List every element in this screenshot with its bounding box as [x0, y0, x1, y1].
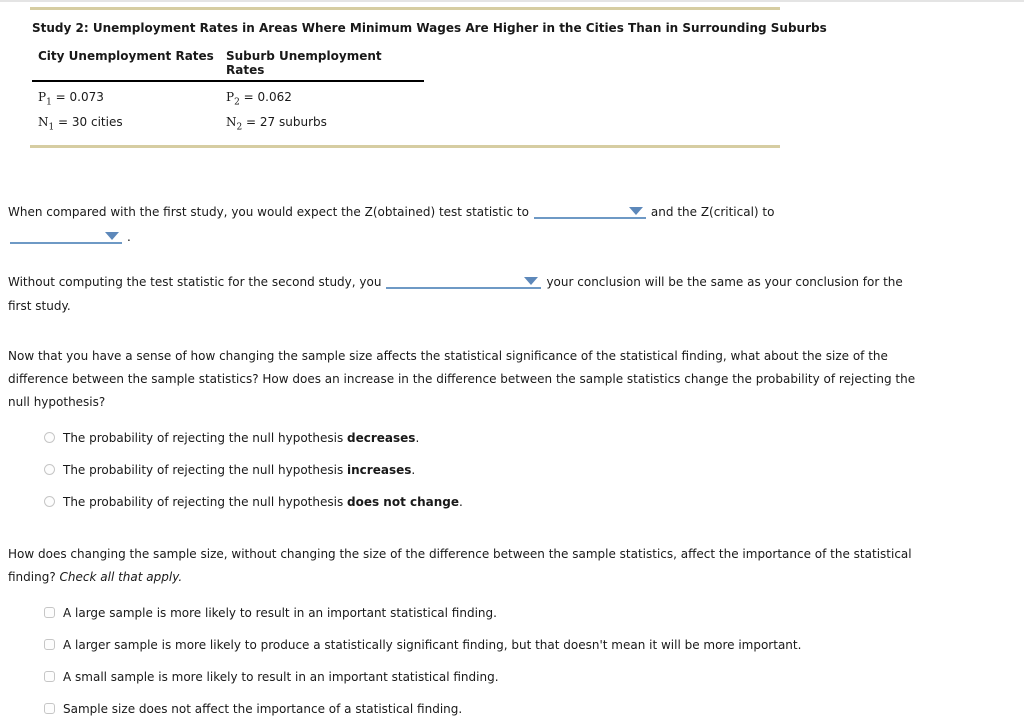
- option-text: A larger sample is more likely to produce a statistically significant finding, but that doesn't mean it will be more important.: [63, 637, 802, 652]
- question-1-line-2: [8, 229, 1016, 245]
- study-table-grid: [32, 43, 424, 133]
- variable-p1: $P_1$: [38, 90, 52, 108]
- question-4-prompt-line-1: How does changing the sample size, without changing the size of the difference between the sample statistics, affect the importance of the statistical: [8, 546, 912, 561]
- question-3-prompt-line-3: null hypothesis?: [8, 394, 106, 409]
- question-1-text-before: When compared with the first study, you would expect the Z(obtained) test statistic to: [8, 204, 529, 219]
- value-p1: = 0.073: [51, 90, 104, 104]
- question-3-prompt-line-2: difference between the sample statistics? How does an increase in the difference between the sample statistics change the probability of rejecting the: [8, 371, 916, 386]
- question-4-prompt: [8, 543, 1016, 589]
- checkbox-option-small-sample[interactable]: [44, 669, 1016, 685]
- question-1-period: .: [127, 229, 131, 244]
- top-divider: [0, 0, 1024, 2]
- value-n1: = 30 cities: [54, 115, 123, 130]
- radio-button-icon[interactable]: [44, 464, 55, 475]
- radio-option-increases[interactable]: [44, 462, 1016, 478]
- checkbox-option-large-sample[interactable]: [44, 605, 1016, 621]
- checkbox-icon[interactable]: [44, 607, 55, 618]
- question-1: [8, 204, 1016, 245]
- question-3-options: [8, 430, 1016, 510]
- conclusion-dropdown[interactable]: [386, 276, 541, 289]
- question-1-text-middle: and the Z(critical) to: [650, 204, 775, 219]
- question-2-text-before: Without computing the test statistic for the second study, you: [8, 274, 382, 289]
- table-header-row: [32, 43, 424, 82]
- z-obtained-dropdown[interactable]: [534, 206, 646, 219]
- question-2-line-1: [8, 274, 1016, 290]
- check-all-instruction: Check all that apply.: [59, 569, 183, 584]
- radio-option-decreases[interactable]: [44, 430, 1016, 446]
- cell-n1: [38, 115, 226, 132]
- option-text: Sample size does not affect the importance of a statistical finding.: [63, 701, 463, 716]
- question-2: [8, 274, 1016, 314]
- question-1-line-1: [8, 204, 1016, 220]
- option-text: A large sample is more likely to result in an important statistical finding.: [63, 605, 497, 620]
- value-p2: = 0.062: [239, 90, 292, 104]
- table-row: [32, 82, 424, 107]
- variable-n1: $N_1$: [38, 115, 55, 133]
- question-4-prompt-line-2: finding? Check all that apply.: [8, 569, 183, 584]
- study-title: Study 2: Unemployment Rates in Areas Where Minimum Wages Are Higher in the Cities Than in Surrounding Suburbs: [32, 21, 827, 35]
- cell-p2: [226, 90, 424, 107]
- option-text: The probability of rejecting the null hypothesis increases.: [63, 462, 416, 477]
- column-header-city: City Unemployment Rates: [38, 49, 214, 63]
- question-2-line-2: first study.: [8, 298, 71, 313]
- value-n2: = 27 suburbs: [242, 115, 327, 130]
- variable-p2: $P_2$: [226, 90, 240, 108]
- radio-button-icon[interactable]: [44, 496, 55, 507]
- question-3-prompt: [8, 345, 1016, 414]
- radio-option-does-not-change[interactable]: [44, 494, 1016, 510]
- question-4-options: [8, 605, 1016, 717]
- checkbox-icon[interactable]: [44, 639, 55, 650]
- study-table: [30, 7, 827, 148]
- checkbox-option-no-effect[interactable]: [44, 701, 1016, 717]
- table-bottom-border: [30, 145, 780, 148]
- quiz-page: [0, 7, 1016, 717]
- dropdown-arrow-icon: [629, 207, 643, 215]
- checkbox-option-larger-sample[interactable]: [44, 637, 1016, 653]
- option-text: The probability of rejecting the null hypothesis does not change.: [63, 494, 463, 509]
- question-2-text-after: your conclusion will be the same as your conclusion for the: [546, 274, 903, 289]
- table-top-border: [30, 7, 780, 10]
- dropdown-arrow-icon: [524, 277, 538, 285]
- option-text: The probability of rejecting the null hypothesis decreases.: [63, 430, 420, 445]
- checkbox-icon[interactable]: [44, 671, 55, 682]
- z-critical-dropdown[interactable]: [10, 231, 122, 244]
- variable-n2: $N_2$: [226, 115, 243, 133]
- column-header-suburb: Suburb Unemployment Rates: [226, 49, 382, 77]
- option-text: A small sample is more likely to result in an important statistical finding.: [63, 669, 499, 684]
- cell-p1: [38, 90, 226, 107]
- question-3-prompt-line-1: Now that you have a sense of how changing the sample size affects the statistical significance of the statistical finding, what about the size of the: [8, 348, 888, 363]
- dropdown-arrow-icon: [105, 232, 119, 240]
- radio-button-icon[interactable]: [44, 432, 55, 443]
- table-row: [32, 107, 424, 132]
- cell-n2: [226, 115, 424, 132]
- checkbox-icon[interactable]: [44, 703, 55, 714]
